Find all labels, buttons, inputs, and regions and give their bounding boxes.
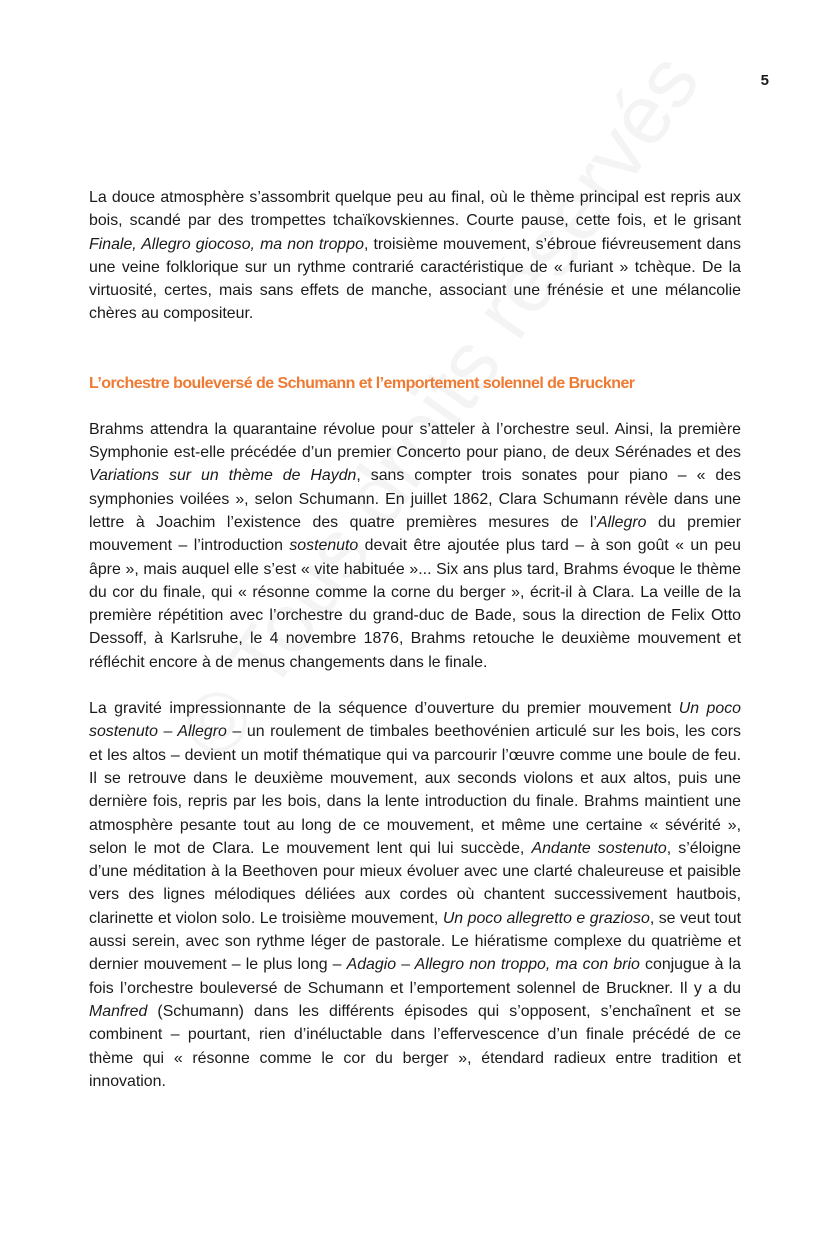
text-run: (Schumann) dans les différents épisodes qui s’opposent, s’enchaînent et se combinent – pourtant, rien d’inéluctable dans l’effervescence d’un finale précédé de ce thème qui « résonne comme le cor du berger », étendard radieux entre tradition et innovation.: [89, 1002, 741, 1090]
italic-text: Un poco allegretto e grazioso: [442, 909, 650, 927]
text-run: La gravité impressionnante de la séquence d’ouverture du premier mouvement: [89, 700, 679, 718]
text-run: , s’éloigne d’une méditation à la Beethoven pour mieux évoluer avec une clarté chaleureuse et paisible vers des lignes mélodiques déliées aux cordes où chantent successivement hautbois, clarinette et violon solo. Le troisième mouvement,: [89, 839, 741, 927]
italic-text: Adagio – Allegro non troppo, ma con brio: [346, 956, 640, 974]
paragraph-gap: [89, 674, 741, 697]
text-run: , sans compter trois sonates pour piano – « des symphonies voilées », selon Schumann. En juillet 1862, Clara Schumann révèle dans une lettre à Joachim l’existence des quatre premières mesures de l’: [89, 467, 742, 531]
text-run: du premier mouvement – l’introduction: [89, 513, 741, 555]
text-run: , se veut tout aussi serein, avec son rythme léger de pastorale. Le hiératisme complexe du quatrième et dernier mouvement – le plus long –: [89, 909, 742, 974]
italic-text: Allegro: [596, 513, 647, 531]
page-number: 5: [760, 72, 769, 89]
italic-text: Un poco sostenuto – Allegro: [89, 700, 741, 741]
italic-text: Finale, Allegro giocoso, ma non troppo: [89, 235, 364, 253]
paragraph-finale: [89, 186, 741, 326]
text-run: conjugue à la fois l’orchestre bouleversé de Schumann et l’emportement solennel de Bruckner. Il y a du: [89, 956, 741, 997]
paragraph-movements: [89, 697, 741, 1093]
italic-text: Manfred: [89, 1002, 148, 1020]
body-text: [89, 186, 741, 1093]
section-heading: L’orchestre bouleversé de Schumann et l’emportement solennel de Bruckner: [89, 374, 635, 392]
italic-text: Variations sur un thème de Haydn: [89, 467, 357, 485]
paragraph-genesis: [89, 418, 741, 674]
text-run: La douce atmosphère s’assombrit quelque peu au final, où le thème principal est repris aux bois, scandé par des trompettes tchaïkovskiennes. Courte pause, cette fois, et le grisant: [89, 189, 741, 230]
text-run: , troisième mouvement, s’ébroue fiévreusement dans une veine folklorique sur un rythme contrarié caractéristique de « furiant » tchèque. De la virtuosité, certes, mais sans effets de manche, associant une frénésie et une mélancolie chères au compositeur.: [89, 235, 741, 323]
italic-text: sostenuto: [289, 537, 359, 555]
text-run: devait être ajoutée plus tard – à son goût « un peu âpre », mais auquel elle s’est « vite habituée »... Six ans plus tard, Brahms évoque le thème du cor du finale, qui « résonne comme la corne du berger », écrit-il à Clara. La veille de la première répétition avec l’orchestre du grand-duc de Bade, sous la direction de Felix Otto Dessoff, à Karlsruhe, le 4 novembre 1876, Brahms retouche le deuxième mouvement et réfléchit encore à de menus changements dans le finale.: [89, 537, 741, 671]
text-run: – un roulement de timbales beethovénien articulé sur les bois, les cors et les altos – devient un motif thématique qui va parcourir l’œuvre comme une boule de feu. Il se retrouve dans le deuxième mouvement, aux seconds violons et aux altos, puis une dernière fois, repris par les bois, dans la lente introduction du finale. Brahms maintient une atmosphère pesante tout au long de ce mouvement, et même une certaine « sévérité », selon le mot de Clara. Le mouvement lent qui lui succède,: [89, 723, 741, 857]
italic-text: Andante sostenuto: [531, 839, 667, 857]
text-run: Brahms attendra la quarantaine révolue pour s’atteler à l’orchestre seul. Ainsi, la première Symphonie est-elle précédée d’un premier Concerto pour piano, de deux Sérénades et des: [89, 420, 741, 462]
